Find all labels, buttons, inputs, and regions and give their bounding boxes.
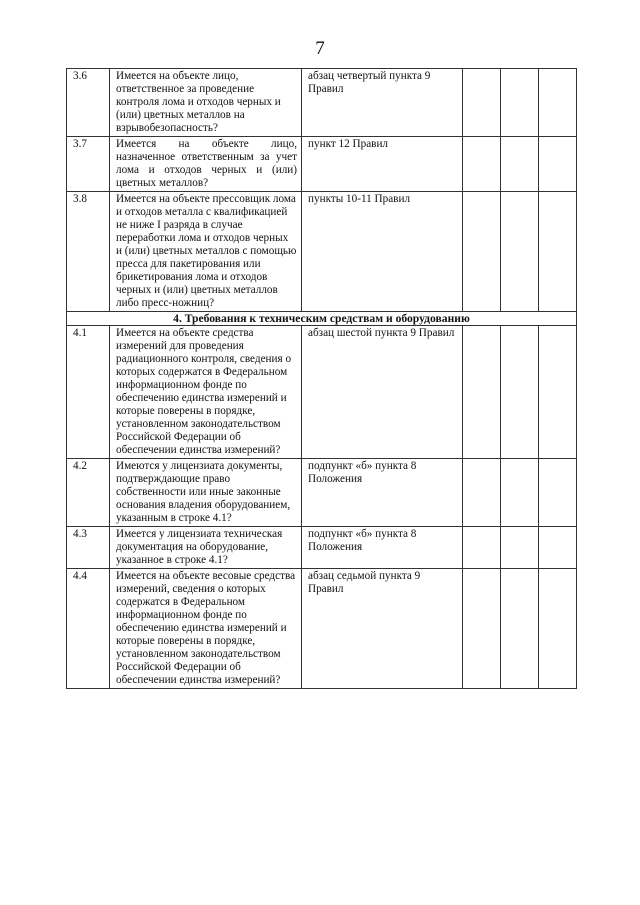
table-row	[67, 326, 577, 459]
row-reference: абзац четвертый пункта 9 Правил	[302, 69, 463, 137]
page-number: 7	[315, 38, 325, 59]
row-question: Имеется на объекте весовые средства измерений, сведения о которых содержатся в Федеральном информационном фонде по обеспечению единства измерений и которые поверены в порядке, установленном законодательством Российской Федерации об обеспечении единства измерений?	[110, 569, 302, 689]
answer-yes-cell[interactable]	[463, 137, 501, 192]
table-row	[67, 69, 577, 137]
row-reference: пункты 10-11 Правил	[302, 192, 463, 312]
answer-na-cell[interactable]	[539, 569, 577, 689]
table-row	[67, 192, 577, 312]
table-row	[67, 569, 577, 689]
answer-yes-cell[interactable]	[463, 326, 501, 459]
answer-no-cell[interactable]	[501, 569, 539, 689]
answer-yes-cell[interactable]	[463, 69, 501, 137]
row-question: Имеется на объекте лицо, назначенное ответственным за учет лома и отходов черных и (или) цветных металлов?	[110, 137, 302, 192]
answer-yes-cell[interactable]	[463, 527, 501, 569]
row-number: 4.2	[67, 459, 110, 527]
row-question: Имеется на объекте прессовщик лома и отходов металла с квалификацией не ниже I разряда в случае переработки лома и отходов черных и (или) цветных металлов с помощью пресса для пакетирования или брикетирования лома и отходов черных и (или) цветных металлов либо пресс-ножниц?	[110, 192, 302, 312]
answer-no-cell[interactable]	[501, 137, 539, 192]
checklist-table	[66, 68, 577, 689]
section-title: 4. Требования к техническим средствам и оборудованию	[67, 312, 577, 326]
answer-na-cell[interactable]	[539, 192, 577, 312]
answer-no-cell[interactable]	[501, 326, 539, 459]
section-header-row	[67, 312, 577, 326]
answer-na-cell[interactable]	[539, 459, 577, 527]
row-number: 3.8	[67, 192, 110, 312]
table-row	[67, 527, 577, 569]
row-question: Имеется у лицензиата техническая документация на оборудование, указанное в строке 4.1?	[110, 527, 302, 569]
row-question: Имеется на объекте лицо, ответственное за проведение контроля лома и отходов черных и (или) цветных металлов на взрывобезопасность?	[110, 69, 302, 137]
answer-no-cell[interactable]	[501, 192, 539, 312]
answer-na-cell[interactable]	[539, 326, 577, 459]
table-row	[67, 459, 577, 527]
answer-no-cell[interactable]	[501, 69, 539, 137]
row-question: Имеются у лицензиата документы, подтверждающие право собственности или иные законные основания владения оборудованием, указанным в строке 4.1?	[110, 459, 302, 527]
answer-yes-cell[interactable]	[463, 192, 501, 312]
answer-na-cell[interactable]	[539, 527, 577, 569]
row-number: 3.7	[67, 137, 110, 192]
answer-yes-cell[interactable]	[463, 459, 501, 527]
row-question: Имеется на объекте средства измерений для проведения радиационного контроля, сведения о которых содержатся в Федеральном информационном фонде по обеспечению единства измерений и которые поверены в порядке, установленном законодательством Российской Федерации об обеспечении единства измерений?	[110, 326, 302, 459]
row-number: 3.6	[67, 69, 110, 137]
answer-no-cell[interactable]	[501, 459, 539, 527]
answer-yes-cell[interactable]	[463, 569, 501, 689]
row-number: 4.4	[67, 569, 110, 689]
row-reference: подпункт «б» пункта 8 Положения	[302, 459, 463, 527]
row-number: 4.1	[67, 326, 110, 459]
row-reference: абзац шестой пункта 9 Правил	[302, 326, 463, 459]
answer-na-cell[interactable]	[539, 137, 577, 192]
row-reference: подпункт «б» пункта 8 Положения	[302, 527, 463, 569]
table-row	[67, 137, 577, 192]
answer-na-cell[interactable]	[539, 69, 577, 137]
row-reference: абзац седьмой пункта 9 Правил	[302, 569, 463, 689]
row-number: 4.3	[67, 527, 110, 569]
answer-no-cell[interactable]	[501, 527, 539, 569]
row-reference: пункт 12 Правил	[302, 137, 463, 192]
